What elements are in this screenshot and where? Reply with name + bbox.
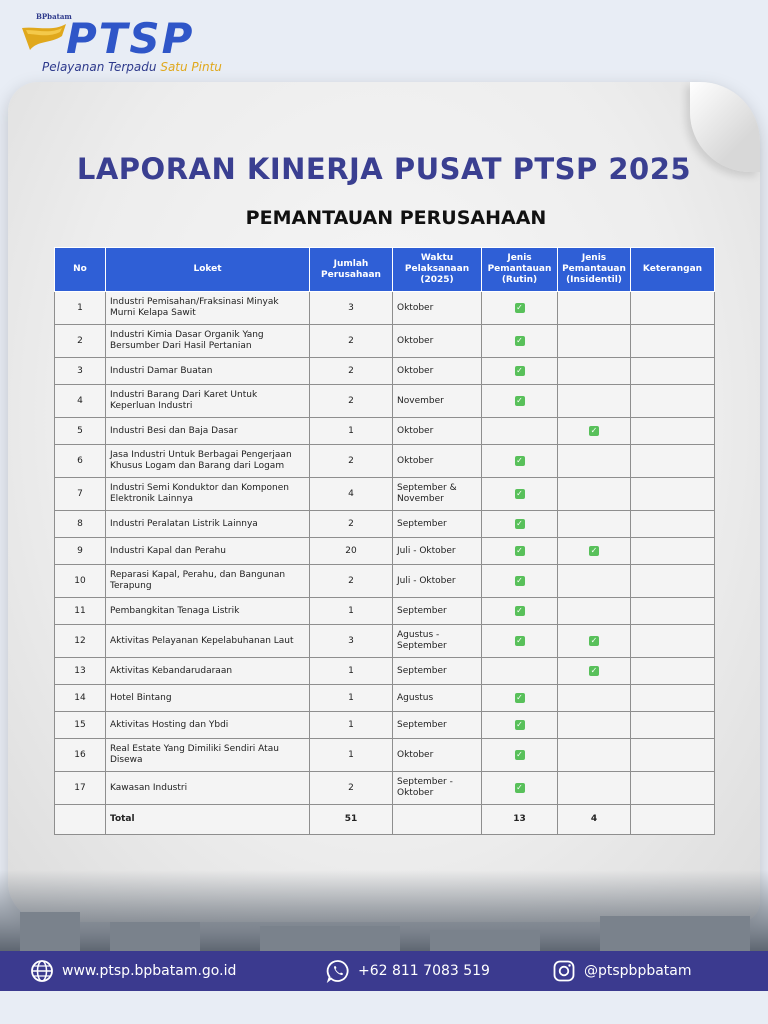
cell-insidentil	[558, 625, 631, 658]
logo-tagline	[42, 60, 222, 74]
cell-no: 13	[55, 658, 106, 685]
cell-no: 15	[55, 712, 106, 739]
cell-loket: Aktivitas Hosting dan Ybdi	[106, 712, 310, 739]
table-row	[55, 418, 715, 445]
cell-waktu: Juli - Oktober	[393, 538, 482, 565]
cell-jumlah: 3	[310, 292, 393, 325]
cell-rutin	[482, 478, 558, 511]
cell-keterangan	[631, 358, 715, 385]
cell-no: 16	[55, 739, 106, 772]
header-no: No	[55, 248, 106, 292]
footer-instagram[interactable]	[552, 951, 692, 991]
header-keterangan: Keterangan	[631, 248, 715, 292]
cell-waktu: September - Oktober	[393, 772, 482, 805]
cell-keterangan	[631, 478, 715, 511]
check-icon: ✓	[516, 302, 523, 312]
check-icon: ✓	[516, 365, 523, 375]
table-row	[55, 445, 715, 478]
cell-no: 9	[55, 538, 106, 565]
check-icon: ✓	[516, 488, 523, 498]
cell-rutin	[482, 538, 558, 565]
cell-keterangan	[631, 538, 715, 565]
cell-rutin	[482, 565, 558, 598]
cell-waktu: Oktober	[393, 418, 482, 445]
check-icon: ✓	[590, 425, 598, 435]
cell-rutin	[482, 772, 558, 805]
table-row	[55, 538, 715, 565]
table-header-row	[55, 248, 715, 292]
cell-keterangan	[631, 772, 715, 805]
check-icon: ✓	[590, 635, 598, 645]
cell-jumlah: 2	[310, 565, 393, 598]
cell-keterangan	[631, 739, 715, 772]
cell-no: 11	[55, 598, 106, 625]
cell-jumlah: 1	[310, 418, 393, 445]
footer-bar	[0, 951, 768, 991]
cell-insidentil	[558, 358, 631, 385]
cell-rutin	[482, 325, 558, 358]
check-icon: ✓	[590, 665, 598, 675]
cell-jumlah: 1	[310, 739, 393, 772]
cell-keterangan	[631, 292, 715, 325]
cell-no: 14	[55, 685, 106, 712]
cell-jumlah: 2	[310, 772, 393, 805]
table-row	[55, 478, 715, 511]
whatsapp-icon	[326, 959, 350, 983]
table-row	[55, 385, 715, 418]
table-row	[55, 658, 715, 685]
cell-insidentil	[558, 445, 631, 478]
cell-loket: Industri Besi dan Baja Dasar	[106, 418, 310, 445]
cell-loket: Industri Pemisahan/Fraksinasi Minyak Murni Kelapa Sawit	[106, 292, 310, 325]
cell-loket: Industri Barang Dari Karet Untuk Keperluan Industri	[106, 385, 310, 418]
report-subtitle: PEMANTAUAN PERUSAHAAN	[245, 207, 547, 229]
check-icon: ✓	[516, 335, 523, 345]
cell-loket: Pembangkitan Tenaga Listrik	[106, 598, 310, 625]
cell-rutin	[482, 358, 558, 385]
cell-loket: Industri Peralatan Listrik Lainnya	[106, 511, 310, 538]
cell-loket: Hotel Bintang	[106, 685, 310, 712]
cell-waktu: September	[393, 712, 482, 739]
total-keterangan	[631, 805, 715, 835]
cell-loket: Reparasi Kapal, Perahu, dan Bangunan Terapung	[106, 565, 310, 598]
cell-jumlah: 20	[310, 538, 393, 565]
cell-waktu: September	[393, 658, 482, 685]
check-icon: ✓	[516, 575, 523, 585]
table-row	[55, 511, 715, 538]
cell-keterangan	[631, 565, 715, 598]
cell-insidentil	[558, 385, 631, 418]
cell-insidentil	[558, 598, 631, 625]
cell-insidentil	[558, 325, 631, 358]
cell-waktu: Oktober	[393, 739, 482, 772]
cell-no: 5	[55, 418, 106, 445]
check-icon: ✓	[516, 692, 523, 702]
table-row	[55, 565, 715, 598]
cell-no: 6	[55, 445, 106, 478]
ptsp-logo	[22, 10, 242, 78]
header-jumlah: Jumlah Perusahaan	[310, 248, 393, 292]
cell-insidentil	[558, 511, 631, 538]
cell-insidentil	[558, 658, 631, 685]
cell-jumlah: 1	[310, 598, 393, 625]
cell-loket: Aktivitas Pelayanan Kepelabuhanan Laut	[106, 625, 310, 658]
cell-keterangan	[631, 511, 715, 538]
cell-loket: Industri Semi Konduktor dan Komponen Elektronik Lainnya	[106, 478, 310, 511]
cell-waktu: September	[393, 598, 482, 625]
tagline-part2: Satu Pintu	[160, 60, 222, 74]
header-insidentil: Jenis Pemantauan (Insidentil)	[558, 248, 631, 292]
cell-keterangan	[631, 418, 715, 445]
table-row	[55, 739, 715, 772]
footer-phone[interactable]	[326, 951, 490, 991]
cell-jumlah: 2	[310, 325, 393, 358]
cell-rutin	[482, 739, 558, 772]
total-rutin: 13	[482, 805, 558, 835]
tagline-part1: Pelayanan Terpadu	[42, 60, 157, 74]
check-icon: ✓	[516, 749, 523, 759]
cell-no: 4	[55, 385, 106, 418]
footer-instagram-text: @ptspbpbatam	[584, 963, 692, 979]
cell-loket: Jasa Industri Untuk Berbagai Pengerjaan Khusus Logam dan Barang dari Logam	[106, 445, 310, 478]
cell-waktu: Agustus	[393, 685, 482, 712]
total-no	[55, 805, 106, 835]
cell-rutin	[482, 598, 558, 625]
check-icon: ✓	[516, 518, 523, 528]
cell-loket: Real Estate Yang Dimiliki Sendiri Atau Disewa	[106, 739, 310, 772]
cell-waktu: Juli - Oktober	[393, 565, 482, 598]
globe-icon	[30, 959, 54, 983]
bpbatam-label: BPbatam	[36, 12, 72, 21]
check-icon: ✓	[516, 719, 523, 729]
cell-insidentil	[558, 538, 631, 565]
cell-no: 12	[55, 625, 106, 658]
monitoring-table	[54, 247, 715, 835]
cell-keterangan	[631, 685, 715, 712]
cell-waktu: Oktober	[393, 325, 482, 358]
footer-phone-text: +62 811 7083 519	[358, 963, 490, 979]
total-insidentil: 4	[558, 805, 631, 835]
total-waktu	[393, 805, 482, 835]
cell-jumlah: 3	[310, 625, 393, 658]
cell-jumlah: 1	[310, 712, 393, 739]
cell-no: 17	[55, 772, 106, 805]
cell-loket: Industri Damar Buatan	[106, 358, 310, 385]
cell-loket: Aktivitas Kebandarudaraan	[106, 658, 310, 685]
check-icon: ✓	[516, 455, 523, 465]
cell-waktu: Oktober	[393, 292, 482, 325]
check-icon: ✓	[516, 605, 523, 615]
footer-website-text: www.ptsp.bpbatam.go.id	[62, 963, 237, 979]
cell-insidentil	[558, 772, 631, 805]
cell-keterangan	[631, 712, 715, 739]
cell-insidentil	[558, 478, 631, 511]
check-icon: ✓	[590, 545, 598, 555]
cell-loket: Kawasan Industri	[106, 772, 310, 805]
cell-rutin	[482, 658, 558, 685]
cell-no: 8	[55, 511, 106, 538]
table-row	[55, 685, 715, 712]
logo-swoosh-icon	[22, 22, 70, 54]
cell-rutin	[482, 511, 558, 538]
cell-insidentil	[558, 418, 631, 445]
cell-rutin	[482, 445, 558, 478]
cell-jumlah: 4	[310, 478, 393, 511]
table-row	[55, 625, 715, 658]
cell-rutin	[482, 685, 558, 712]
cell-rutin	[482, 385, 558, 418]
cell-insidentil	[558, 739, 631, 772]
instagram-icon	[552, 959, 576, 983]
cell-waktu: September	[393, 511, 482, 538]
total-row	[55, 805, 715, 835]
cell-keterangan	[631, 625, 715, 658]
table-row	[55, 598, 715, 625]
report-title: LAPORAN KINERJA PUSAT PTSP 2025	[76, 152, 692, 186]
cell-jumlah: 2	[310, 511, 393, 538]
cell-jumlah: 2	[310, 358, 393, 385]
cell-keterangan	[631, 598, 715, 625]
cell-waktu: September & November	[393, 478, 482, 511]
cell-keterangan	[631, 658, 715, 685]
cell-rutin	[482, 625, 558, 658]
cell-jumlah: 1	[310, 685, 393, 712]
table-body	[55, 292, 715, 835]
cell-insidentil	[558, 712, 631, 739]
total-jumlah: 51	[310, 805, 393, 835]
table-row	[55, 325, 715, 358]
cell-jumlah: 2	[310, 385, 393, 418]
table-row	[55, 358, 715, 385]
header-waktu: Waktu Pelaksanaan (2025)	[393, 248, 482, 292]
cell-keterangan	[631, 385, 715, 418]
check-icon: ✓	[516, 395, 523, 405]
cell-no: 3	[55, 358, 106, 385]
table-row	[55, 292, 715, 325]
total-label: Total	[106, 805, 310, 835]
cell-waktu: Oktober	[393, 445, 482, 478]
cell-waktu: Oktober	[393, 358, 482, 385]
cell-rutin	[482, 418, 558, 445]
check-icon: ✓	[516, 545, 523, 555]
logo-brand: PTSP	[66, 14, 195, 63]
cell-no: 1	[55, 292, 106, 325]
cell-loket: Industri Kimia Dasar Organik Yang Bersumber Dari Hasil Pertanian	[106, 325, 310, 358]
check-icon: ✓	[516, 635, 523, 645]
table-row	[55, 772, 715, 805]
check-icon: ✓	[516, 782, 523, 792]
cell-keterangan	[631, 445, 715, 478]
city-skyline	[0, 870, 768, 952]
cell-jumlah: 1	[310, 658, 393, 685]
cell-insidentil	[558, 292, 631, 325]
bottom-strip	[0, 991, 768, 1024]
footer-website[interactable]	[30, 951, 236, 991]
cell-keterangan	[631, 325, 715, 358]
header-loket: Loket	[106, 248, 310, 292]
cell-waktu: November	[393, 385, 482, 418]
cell-no: 10	[55, 565, 106, 598]
cell-jumlah: 2	[310, 445, 393, 478]
table-row	[55, 712, 715, 739]
cell-no: 2	[55, 325, 106, 358]
cell-rutin	[482, 712, 558, 739]
cell-insidentil	[558, 685, 631, 712]
cell-rutin	[482, 292, 558, 325]
cell-waktu: Agustus - September	[393, 625, 482, 658]
cell-insidentil	[558, 565, 631, 598]
header-rutin: Jenis Pemantauan (Rutin)	[482, 248, 558, 292]
cell-no: 7	[55, 478, 106, 511]
cell-loket: Industri Kapal dan Perahu	[106, 538, 310, 565]
